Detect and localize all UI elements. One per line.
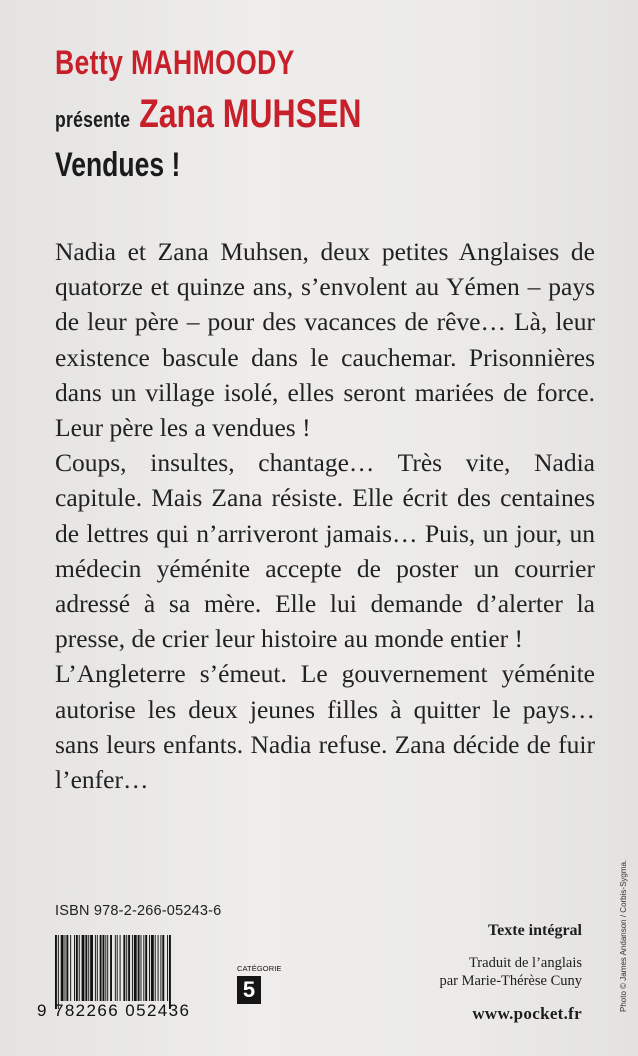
barcode-bar (138, 935, 140, 1001)
barcode-bar (134, 935, 137, 1001)
translator-line: par Marie-Thérèse Cuny (439, 973, 582, 989)
book-title: Vendues ! (55, 146, 181, 184)
blurb-paragraph: Coups, insultes, chantage… Très vite, Nadia capitule. Mais Zana résiste. Elle écrit des centaines de lettres qui n’arriveront jamais… Puis, un jour, un médecin yéménite accepte de poster un courrier adressé à sa mère. Elle lui demande d’alerter la presse, de crier leur histoire au monde entier ! (55, 448, 595, 654)
barcode-bar (158, 935, 159, 1001)
category-label: CATÉGORIE (237, 964, 282, 973)
translation-line: Traduit de l’anglais (468, 955, 582, 971)
barcode-bar (103, 935, 105, 1001)
barcode-bar (55, 935, 57, 1009)
barcode-bar (107, 935, 108, 1001)
barcode-bar (141, 935, 142, 1001)
barcode-bar (74, 935, 75, 1001)
barcode-bar (95, 935, 96, 1001)
barcode-bar (155, 935, 156, 1001)
isbn: ISBN 978-2-266-05243-6 (55, 903, 222, 919)
blurb-paragraph: L’Angleterre s’émeut. Le gouvernement yéménite autorise les deux jeunes filles à quitter le pays… sans leurs enfants. Nadia refuse. Zana décide de fuir l’enfer… (55, 659, 595, 795)
author-name: Betty MAHMOODY (55, 44, 295, 82)
barcode-bar (110, 935, 112, 1001)
barcode-bar (97, 935, 98, 1001)
barcode-bar (70, 935, 71, 1001)
barcode-bar (132, 935, 133, 1001)
coauthor-name: Zana MUHSEN (139, 92, 362, 136)
barcode-bar (65, 935, 66, 1001)
barcode-bar (167, 935, 168, 1001)
barcode-bar (120, 935, 121, 1001)
barcode-bar (128, 935, 130, 1001)
barcode-bar (160, 935, 161, 1001)
barcode-bar (123, 935, 125, 1001)
barcode-bar (58, 935, 59, 1009)
barcode-bar (100, 935, 102, 1001)
barcode-bar (162, 935, 164, 1001)
blurb-paragraph: Nadia et Zana Muhsen, deux petites Anglaises de quatorze et quinze ans, s’envolent au Yémen – pays de leur père – pour des vacances de rêve… Là, leur existence bascule dans le cauchemar. Prisonnières dans un village isolé, elles seront mariées de force. Leur père les a vendues ! (55, 237, 595, 443)
barcode-bar (145, 935, 147, 1001)
barcode-bar (66, 935, 68, 1001)
barcode-bar (151, 935, 154, 1001)
barcode-digits: 9 782266 052436 (37, 1001, 191, 1020)
texte-integral: Texte intégral (487, 922, 582, 939)
barcode-bar (88, 935, 89, 1001)
category-marker (237, 964, 282, 1004)
barcode-bar (149, 935, 150, 1001)
barcode-bar (79, 935, 80, 1001)
barcode-bar (85, 935, 87, 1001)
presents-word: présente (55, 107, 131, 132)
barcode-bar (143, 935, 144, 1001)
barcode-bar (169, 935, 171, 1009)
barcode-bars (53, 935, 225, 1009)
barcode-bar (115, 935, 116, 1001)
coauthor-line (55, 92, 361, 137)
barcode-bar (76, 935, 78, 1001)
barcode-bar (126, 935, 127, 1001)
photo-credit: Photo © James Andanson / Corbis-Sygma. (619, 859, 628, 1012)
category-value: 5 (237, 976, 261, 1004)
barcode-bar (82, 935, 85, 1001)
barcode-bar (61, 935, 64, 1001)
translation-credit (439, 954, 582, 990)
blurb-text (55, 234, 595, 797)
publisher-website: www.pocket.fr (472, 1004, 582, 1023)
barcode-bar (105, 935, 106, 1001)
barcode-bar (90, 935, 93, 1001)
barcode-bar (117, 935, 118, 1001)
